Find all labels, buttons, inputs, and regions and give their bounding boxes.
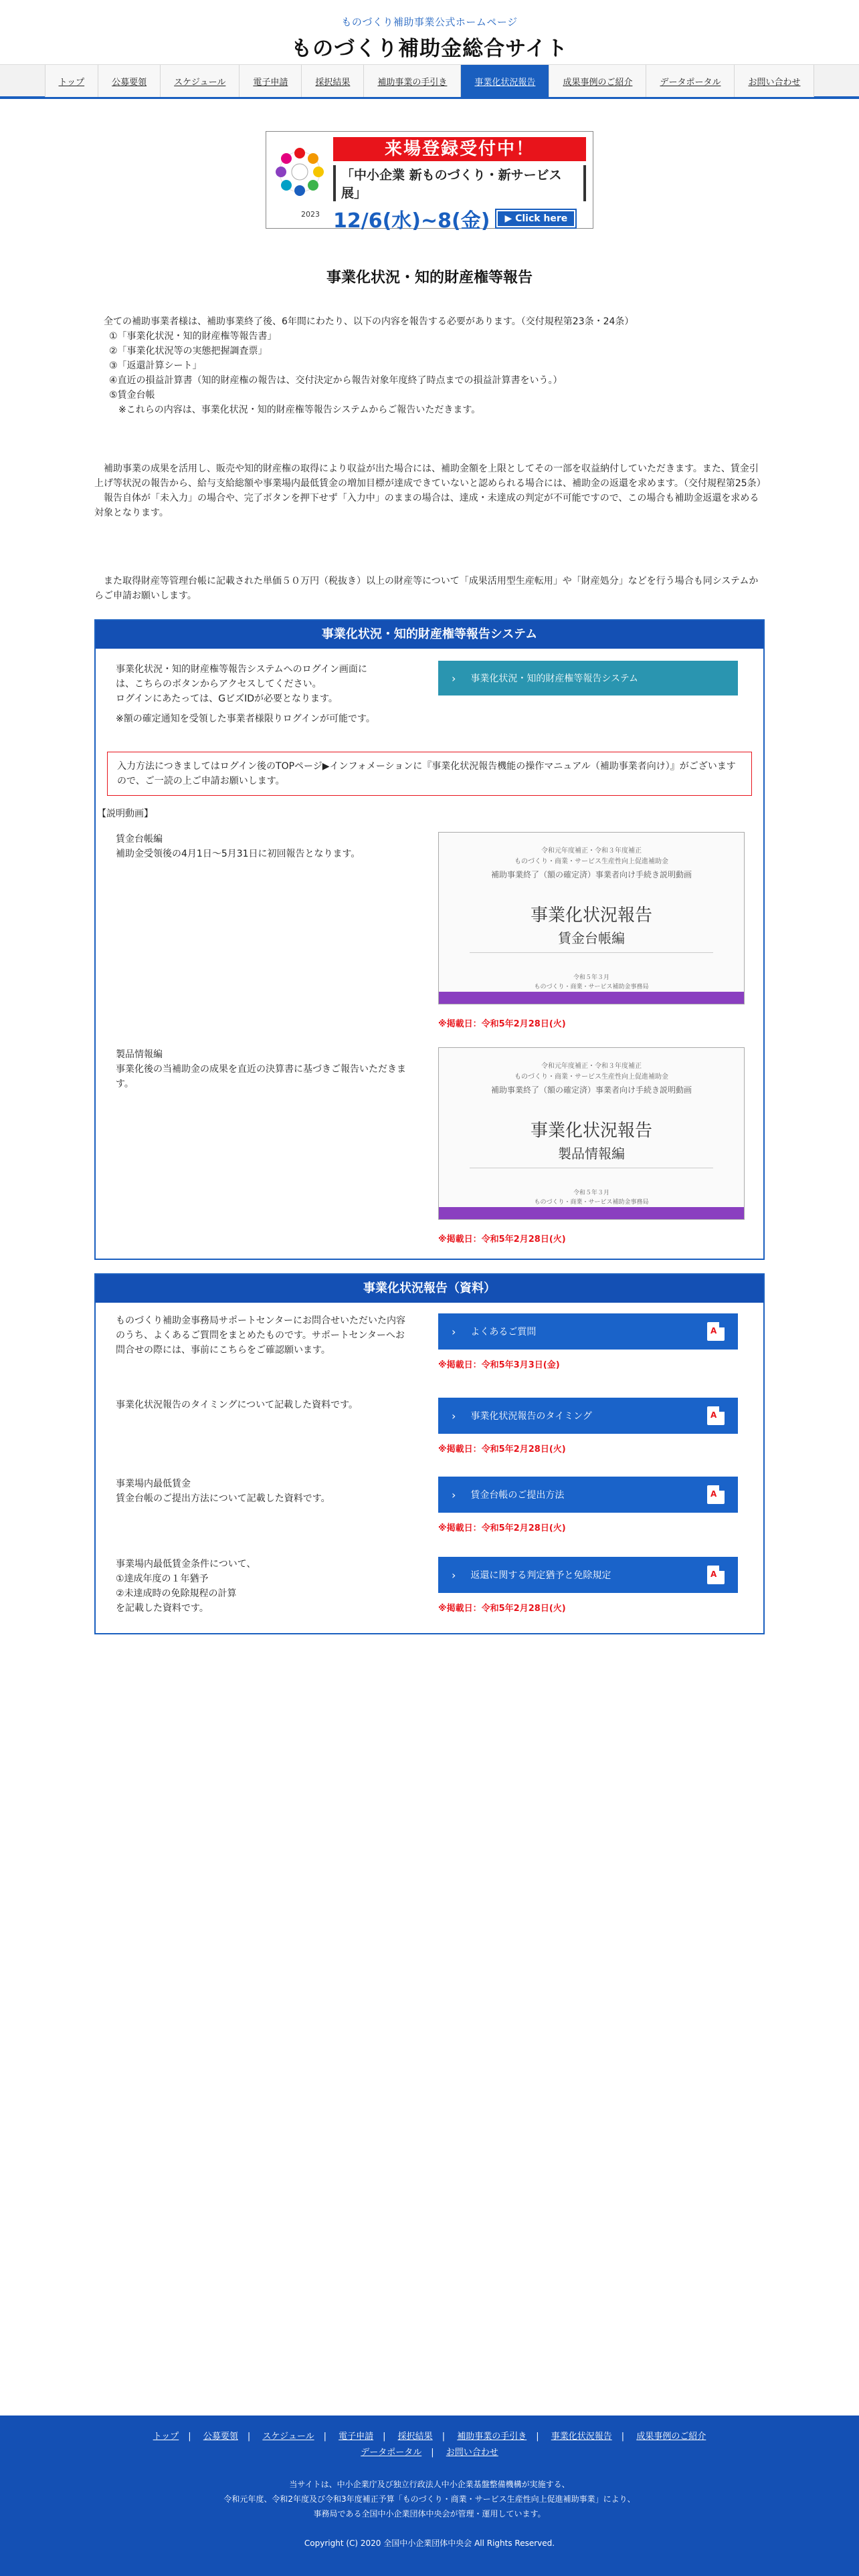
asset-paragraph: また取得財産等管理台帳に記載された単価５０万円（税抜き）以上の財産等について「成果活用型生産転用」や「財産処分」などを行う場合も同システムからご申請お願いします。: [94, 576, 759, 601]
footer-link-schedule[interactable]: スケジュール: [262, 2432, 314, 2442]
material-desc-line: 事業場内最低賃金: [116, 1479, 191, 1489]
video-description: [116, 1047, 410, 1091]
nav-item-business-report[interactable]: 事業化状況報告: [460, 65, 549, 97]
material-desc-line: を記載した資料です。: [116, 1603, 209, 1614]
material-description: [116, 1477, 410, 1506]
report-note: ※これらの内容は、事業化状況・知的財産権等報告システムからご報告いただきます。: [118, 405, 481, 415]
report-timing-button[interactable]: [438, 1398, 738, 1434]
pdf-icon: A: [707, 1485, 725, 1504]
copyright: Copyright (C) 2020 全国中小企業団体中央会 All Rights Reserved.: [304, 2539, 555, 2548]
posted-date: ※掲載日：令和5年2月28日(火): [438, 1444, 566, 1455]
materials-box: [94, 1273, 765, 1634]
thumb-top-line: ものづくり・商業・サービス生産性向上促進補助金: [514, 1073, 668, 1081]
repayment-section: [94, 461, 765, 520]
nav-item-contact[interactable]: お問い合わせ: [734, 65, 814, 97]
thumb-main-title: 事業化状況報告: [530, 905, 652, 926]
site-header: [0, 0, 859, 64]
report-system-button-label: 事業化状況・知的財産権等報告システム: [470, 673, 639, 684]
nav-item-case-studies[interactable]: 成果事例のご紹介: [549, 65, 646, 97]
banner-event-name: 「中小企業 新ものづくり・新サービス展」: [333, 165, 586, 201]
banner-dates: 12/6(水)~8(金): [333, 209, 490, 233]
intro-section: [94, 314, 765, 417]
thumb-footer-bar: [439, 992, 744, 1004]
video-desc: 事業化後の当補助金の成果を直近の決算書に基づきご報告いただきます。: [116, 1064, 406, 1089]
video-title: 製品情報編: [116, 1049, 163, 1060]
report-timing-button-label: 事業化状況報告のタイミング: [470, 1411, 592, 1422]
video-description: [116, 832, 410, 861]
video-desc: 補助金受領後の4月1日～5月31日に初回報告となります。: [116, 849, 361, 859]
thumb-bottom-line: 令和５年３月: [573, 974, 609, 981]
video-title: 賃金台帳編: [116, 834, 163, 845]
footer-note-line: 事務局である全国中小企業団体中央会が管理・運用しています。: [313, 2509, 546, 2518]
report-system-heading: 事業化状況・知的財産権等報告システム: [96, 621, 763, 649]
nav-item-top[interactable]: トップ: [45, 65, 98, 97]
thumb-top-line: 補助事業終了（額の確定済）事業者向け手続き説明動画: [490, 1085, 692, 1095]
chevron-right-icon: ›: [452, 1409, 456, 1422]
thumb-top-line: 令和元年度補正・令和３年度補正: [541, 1063, 642, 1070]
nav-item-e-application[interactable]: 電子申請: [239, 65, 301, 97]
thumb-main-title: 事業化状況報告: [530, 1121, 652, 1141]
footer-link-guidelines[interactable]: 公募要領: [203, 2432, 238, 2442]
thumb-top-line: ものづくり・商業・サービス生産性向上促進補助金: [514, 858, 668, 865]
material-description: [116, 1557, 410, 1616]
thumb-top-line: 令和元年度補正・令和３年度補正: [541, 847, 642, 855]
site-subtitle: ものづくり補助事業公式ホームページ: [341, 16, 518, 28]
posted-date: ※掲載日：令和5年3月3日(金): [438, 1360, 560, 1370]
footer-link-top[interactable]: トップ: [153, 2432, 179, 2442]
chevron-right-icon: ›: [452, 1325, 456, 1338]
gear-cluster-icon: [272, 140, 328, 220]
posted-date: ※掲載日：令和5年2月28日(火): [438, 1019, 566, 1029]
nav-item-guidelines[interactable]: 公募要領: [98, 65, 160, 97]
manual-notice: 入力方法につきましてはログイン後のTOPページ▶インフォメーションに『事業化状況報告機能の操作マニュアル（補助事業者向け）』がございますので、ご一読の上ご申請お願いします。: [107, 752, 752, 796]
event-logo: [266, 132, 333, 228]
posted-date: ※掲載日：令和5年2月28日(火): [438, 1235, 566, 1245]
report-item: ③「返還計算シート」: [109, 360, 202, 371]
faq-button-label: よくあるご質問: [470, 1327, 537, 1337]
pdf-icon: A: [707, 1322, 725, 1341]
system-desc-note: ※額の確定通知を受領した事業者様限りログインが可能です。: [116, 714, 375, 724]
system-desc-line: ログインにあたっては、GビズIDが必要となります。: [116, 693, 338, 704]
report-system-login-button[interactable]: [438, 661, 738, 695]
footer-link-contact[interactable]: お問い合わせ: [446, 2448, 498, 2458]
video-thumbnail-product-info[interactable]: [438, 1047, 745, 1220]
material-desc-line: ①達成年度の１年猶予: [116, 1574, 209, 1584]
thumb-sub-title: 賃金台帳編: [558, 930, 625, 946]
nav-item-schedule[interactable]: スケジュール: [160, 65, 239, 97]
event-banner[interactable]: [266, 131, 593, 233]
main-nav: [0, 64, 859, 99]
thumb-top-line: 補助事業終了（額の確定済）事業者向け手続き説明動画: [490, 870, 692, 879]
intro-paragraph: 全ての補助事業者様は、補助事業終了後、6年間にわたり、以下の内容を報告する必要があります。（交付規程第23条・24条）: [104, 316, 634, 327]
footer-note-line: 当サイトは、中小企業庁及び独立行政法人中小企業基盤整備機構が実施する、: [289, 2480, 570, 2489]
chevron-right-icon: ›: [452, 1488, 456, 1501]
footer-link-handbook[interactable]: 補助事業の手引き: [457, 2432, 527, 2442]
materials-heading: 事業化状況報告（資料）: [96, 1275, 763, 1303]
repayment-grace-button-label: 返還に関する判定猶予と免除規定: [470, 1570, 611, 1581]
footer-link-e-application[interactable]: 電子申請: [339, 2432, 374, 2442]
wage-ledger-button-label: 賃金台帳のご提出方法: [470, 1490, 565, 1501]
thumb-footer-bar: [439, 1207, 744, 1219]
footer-link-case-studies[interactable]: 成果事例のご紹介: [636, 2432, 706, 2442]
material-desc-line: 賃金台帳のご提出方法について記載した資料です。: [116, 1493, 330, 1504]
banner-click-button[interactable]: ▶ Click here: [496, 210, 575, 227]
nav-item-handbook[interactable]: 補助事業の手引き: [363, 65, 460, 97]
material-desc-line: 事業場内最低賃金条件について、: [116, 1559, 256, 1570]
repayment-paragraph-2: 報告自体が「未入力」の場合や、完了ボタンを押下せず「入力中」のままの場合は、達成・未達成の判定が不可能ですので、この場合も補助金返還を求める対象となります。: [94, 493, 759, 518]
pdf-icon: A: [707, 1406, 725, 1425]
footer-link-business-report[interactable]: 事業化状況報告: [551, 2432, 612, 2442]
thumb-bottom-line: ものづくり・商業・サービス補助金事務局: [534, 1199, 649, 1206]
material-description: 事業化状況報告のタイミングについて記載した資料です。: [116, 1400, 359, 1410]
footer-link-results[interactable]: 採択結果: [397, 2432, 433, 2442]
thumb-bottom-line: 令和５年３月: [573, 1190, 609, 1196]
material-description: ものづくり補助金事務局サポートセンターにお問合せいただいた内容のうち、よくあるご質問をまとめたものです。サポートセンターへお問合せの際には、事前にこちらをご確認願います。: [116, 1315, 406, 1356]
system-desc-line: は、こちらのボタンからアクセスしてください。: [116, 679, 322, 689]
wage-ledger-submission-button[interactable]: [438, 1477, 738, 1513]
system-desc-line: 事業化状況・知的財産権等報告システムへのログイン画面に: [116, 664, 367, 675]
nav-item-data-portal[interactable]: データポータル: [646, 65, 734, 97]
nav-item-results[interactable]: 採択結果: [301, 65, 363, 97]
chevron-right-icon: ›: [452, 1568, 456, 1582]
report-item: ①「事業化状況・知的財産権等報告書」: [109, 331, 277, 342]
pdf-icon: A: [707, 1566, 725, 1584]
footer-note-line: 令和元年度、令和2年度及び令和3年度補正予算「ものづくり・商業・サービス生産性向上促進補助事業」により、: [223, 2494, 636, 2504]
repayment-paragraph: 補助事業の成果を活用し、販売や知的財産権の取得により収益が出た場合には、補助金額を上限としてその一部を収益納付していただきます。また、賃金引上げ等状況の報告から、給与支給総額や事業場内最低賃金の増加目標が達成できていないと認められる場合には、補助金の返還を求めます。（交付規程第25条）: [94, 463, 766, 489]
page-title: 事業化状況・知的財産権等報告: [326, 270, 533, 286]
report-item: ②「事業化状況等の実態把握調査票」: [109, 346, 268, 356]
report-system-box: [94, 619, 765, 1260]
video-section-label: 【説明動画】: [97, 809, 153, 819]
chevron-right-icon: ›: [452, 671, 456, 685]
asset-section: [94, 574, 765, 603]
thumb-sub-title: 製品情報編: [558, 1146, 625, 1162]
system-description: [116, 662, 410, 726]
video-thumbnail-wage-ledger[interactable]: [438, 832, 745, 1004]
site-footer: [0, 2416, 859, 2576]
posted-date: ※掲載日：令和5年2月28日(火): [438, 1604, 566, 1614]
material-desc-line: ②未達成時の免除規程の計算: [116, 1588, 237, 1599]
posted-date: ※掲載日：令和5年2月28日(火): [438, 1523, 566, 1533]
faq-button[interactable]: [438, 1313, 738, 1350]
footer-note: [0, 2477, 859, 2521]
footer-link-data-portal[interactable]: データポータル: [361, 2448, 422, 2458]
report-item: ⑤賃金台帳: [109, 390, 155, 401]
repayment-grace-button[interactable]: [438, 1557, 738, 1593]
report-item: ④直近の損益計算書（知的財産権の報告は、交付決定から報告対象年度終了時点までの損益計算書をいう。）: [109, 375, 563, 386]
banner-headline: 来場登録受付中！: [333, 137, 586, 161]
footer-links: トップ | 公募要領 | スケジュール | 電子申請 | 採択結果 | 補助事業の手引き | 事業化状況報告 | 成果事例のご紹介 データポータル | お問い合わせ: [153, 2432, 706, 2458]
site-title[interactable]: ものづくり補助金総合サイト: [291, 37, 568, 61]
thumb-bottom-line: ものづくり・商業・サービス補助金事務局: [534, 984, 649, 990]
banner-year: 2023: [301, 210, 320, 219]
